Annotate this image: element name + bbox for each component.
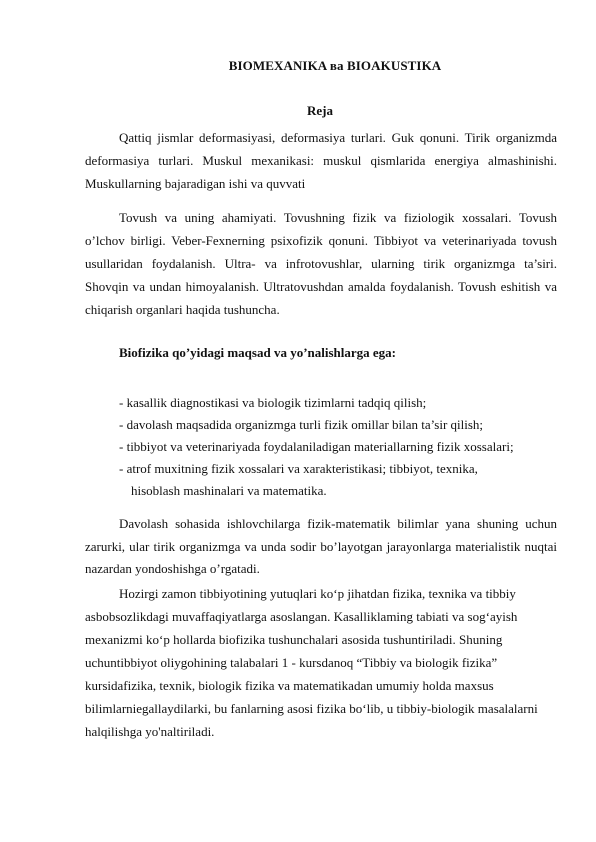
list-item bbox=[119, 458, 557, 502]
paragraph-1: Qattiq jismlar deformasiyasi, deformasiya turlari. Guk qonuni. Tirik organizmda deformasiya turlari. Muskul mexanikasi: muskul qismlarida energiya almashinishi. Muskullarning bajaradigan ishi va quvvati bbox=[85, 130, 557, 191]
paragraph-2: Tovush va uning ahamiyati. Tovushning fizik va fiziologik xossalari. Tovush o’lchov birligi. Veber-Fexnerning psixofizik qonuni. Tibbiyot va veterinariyada tovush usullaridan foydalanish. Ultra- va infrotovushlar, ularning tirik organizmga ta’siri. Shovqin va undan himoyalanish. Ultratovushdan amalda foydalanish. Tovush eshitish va chiqarish organlari haqida tushuncha. bbox=[85, 210, 557, 317]
goals-list bbox=[119, 392, 557, 502]
section-heading: Biofizika qo’yidagi maqsad va yo’nalishlarga ega: bbox=[119, 345, 396, 360]
paragraph-3: Davolash sohasida ishlovchilarga fizik-matematik bilimlar yana shuning uchun zarurki, ular tirik organizmga va unda sodir bo’layotgan jarayonlarga materialistik nuqtai nazardan yondoshishga o’rgatadi. bbox=[85, 516, 557, 576]
list-item: - tibbiyot va veterinariyada foydalaniladigan materiallarning fizik xossalari; bbox=[119, 439, 514, 454]
list-item-continuation: hisoblash mashinalari va matematika. bbox=[131, 483, 327, 498]
document-subtitle: Reja bbox=[307, 103, 333, 118]
list-item: - kasallik diagnostikasi va biologik tizimlarni tadqiq qilish; bbox=[119, 395, 427, 410]
list-item-text: - atrof muxitning fizik xossalari va xarakteristikasi; tibbiyot, texnika, bbox=[119, 461, 478, 476]
list-item: - davolash maqsadida organizmga turli fizik omillar bilan ta’sir qilish; bbox=[119, 417, 484, 432]
paragraph-4: Hozirgi zamon tibbiyotining yutuqlari ko‘p jihatdan fizika, texnika va tibbiy asbobsozlikdagi muvaffaqiyatlarga asoslangan. Kasalliklaming tabiati va sog‘ayish mexanizmi ko‘p hollarda biofizika tushunchalari asosida tushuntiriladi. Shuning uchuntibbiyot oliygohining talabalari 1 - kursdanoq “Tibbiy va biologik fizika” kursidafizika, texnik, biologik fizika va matematikadan umumiy holda maxsus bilimlarniegallaydilarki, bu fanlarning asosi fizika bo‘lib, u tibbiy-biologik masalalarni halqilishga yo'naltiriladi. bbox=[85, 586, 538, 739]
document-title: BIOMEXANIKA ва BIOAKUSTIKA bbox=[228, 58, 442, 73]
